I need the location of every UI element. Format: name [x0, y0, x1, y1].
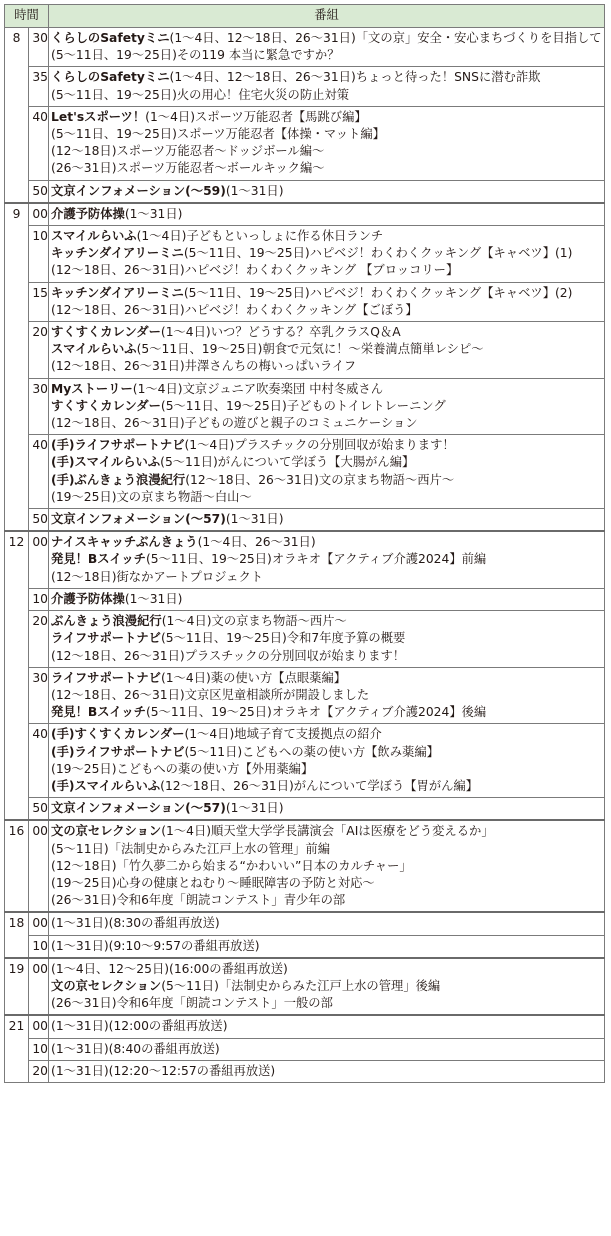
program-line: [51, 687, 603, 704]
table-row: [5, 724, 605, 798]
program-line: [51, 961, 603, 978]
program-title: くらしのSafetyミニ: [51, 70, 170, 85]
program-detail: (12～18日、26～31日)プラスチックの分別回収が始まります！: [51, 648, 406, 663]
program-detail: (12～18日、26～31日)ハピベジ！わくわくクッキング【ごぼう】: [51, 302, 418, 317]
program-line: [51, 472, 603, 489]
program-line: [51, 183, 603, 200]
minute-cell: 10: [29, 226, 49, 283]
program-detail: (12～18日)スポーツ万能忍者～ドッジボール編～: [51, 144, 325, 159]
hour-cell: 8: [5, 28, 29, 203]
table-row: [5, 1015, 605, 1038]
program-detail: (5～11日、19～25日)スポーツ万能忍者【体操・マット編】: [51, 127, 385, 142]
program-line: [51, 823, 603, 840]
program-title: Let'sスポーツ！: [51, 109, 146, 124]
schedule-container: [4, 4, 605, 1083]
program-detail: (1～31日): [225, 183, 284, 198]
program-detail: (5～11日、19～25日)火の用心！住宅火災の防止対策: [51, 87, 350, 102]
table-row: [5, 435, 605, 509]
table-row: [5, 322, 605, 379]
program-title: 文京インフォメーション(～57): [51, 801, 226, 816]
minute-cell: 40: [29, 106, 49, 180]
minute-cell: 00: [29, 1015, 49, 1038]
program-line: [51, 534, 603, 551]
program-title: ぶんきょう浪漫紀行: [51, 614, 162, 629]
program-detail: (1～4日)子どもといっしょに作る休日ランチ: [136, 229, 384, 244]
program-detail: (19～25日)こどもへの薬の使い方【外用薬編】: [51, 761, 314, 776]
program-cell: [49, 588, 605, 610]
program-detail: (5～11日、19～25日)オラキオ【アクティブ介護2024】前編: [145, 552, 487, 567]
program-detail: (1～4日、12～25日)(16:00の番組再放送): [51, 961, 288, 976]
program-title: ライフサポートナビ: [51, 631, 161, 646]
table-row: [5, 67, 605, 106]
header-program: 番組: [49, 5, 605, 28]
program-line: [51, 69, 603, 86]
hour-cell: 16: [5, 820, 29, 912]
program-title: 文の京セレクション: [51, 824, 162, 839]
program-title: スマイルらいふ: [51, 342, 137, 357]
program-title: くらしのSafetyミニ: [51, 31, 170, 45]
minute-cell: 50: [29, 509, 49, 532]
program-title: すくすくカレンダー: [51, 398, 161, 413]
program-cell: [49, 798, 605, 821]
minute-cell: 30: [29, 667, 49, 724]
minute-cell: 00: [29, 203, 49, 226]
program-detail: (5～11日、19～25日)子どものトイレトレーニング: [160, 398, 446, 413]
program-cell: [49, 67, 605, 106]
program-line: [51, 1041, 603, 1058]
program-line: [51, 228, 603, 245]
program-cell: [49, 282, 605, 321]
minute-cell: 10: [29, 935, 49, 958]
program-cell: [49, 1038, 605, 1060]
minute-cell: 15: [29, 282, 49, 321]
program-detail: (1～31日)(8:30の番組再放送): [51, 916, 220, 931]
program-detail: (12～18日、26～31日)文の京まち物語～西片～: [185, 472, 455, 487]
program-cell: [49, 28, 605, 67]
program-line: [51, 109, 603, 126]
program-line: [51, 938, 603, 955]
program-line: [51, 324, 603, 341]
minute-cell: 20: [29, 611, 49, 668]
program-cell: [49, 435, 605, 509]
program-line: [51, 630, 603, 647]
program-cell: [49, 106, 605, 180]
program-detail: (1～31日)(12:20～12:57の番組再放送): [51, 1063, 276, 1078]
program-detail: (26～31日)令和6年度「朗読コンテスト」青少年の部: [51, 893, 346, 908]
program-title: 文の京セレクション: [51, 978, 162, 993]
program-detail: (12～18日、26～31日)がんについて学ぼう【胃がん編】: [160, 778, 479, 793]
program-detail: (5～11日)「法制史からみた江戸上水の管理」後編: [161, 978, 441, 993]
table-row: [5, 509, 605, 532]
program-line: [51, 415, 603, 432]
minute-cell: 20: [29, 1060, 49, 1082]
hour-cell: 9: [5, 203, 29, 531]
table-row: [5, 531, 605, 588]
program-cell: [49, 203, 605, 226]
program-detail: (1～4日)順天堂大学学長講演会「AIは医療をどう変えるか」: [161, 824, 494, 839]
table-row: [5, 1060, 605, 1082]
program-detail: (5～11日)がんについて学ぼう【大腸がん編】: [160, 455, 415, 470]
program-line: [51, 381, 603, 398]
program-line: [51, 47, 603, 64]
program-detail: (5～11日)こどもへの薬の使い方【飲み薬編】: [184, 744, 439, 759]
program-title: キッチンダイアリーミニ: [51, 285, 184, 300]
program-cell: [49, 935, 605, 958]
program-title: キッチンダイアリーミニ: [51, 246, 184, 261]
program-cell: [49, 180, 605, 203]
table-header-row: [5, 5, 605, 28]
program-line: [51, 87, 603, 104]
program-cell: [49, 1015, 605, 1038]
minute-cell: 35: [29, 67, 49, 106]
program-title: 文京インフォメーション(～59): [51, 183, 226, 198]
program-line: [51, 915, 603, 932]
program-line: [51, 551, 603, 568]
program-line: [51, 858, 603, 875]
program-title: (手)スマイルらいふ: [51, 778, 161, 793]
program-schedule-table: [4, 4, 605, 1083]
table-row: [5, 820, 605, 912]
program-line: [51, 800, 603, 817]
program-title: スマイルらいふ: [51, 229, 137, 244]
table-row: [5, 958, 605, 1016]
program-cell: [49, 322, 605, 379]
program-title: 文京インフォメーション(～57): [51, 512, 226, 527]
table-row: [5, 378, 605, 435]
program-detail: (5～11日、19～25日)オラキオ【アクティブ介護2024】後編: [145, 705, 487, 720]
program-title: 介護予防体操: [51, 591, 125, 606]
program-line: [51, 648, 603, 665]
minute-cell: 40: [29, 724, 49, 798]
program-line: [51, 206, 603, 223]
program-title: 発見！Bスイッチ: [51, 705, 146, 720]
minute-cell: 00: [29, 958, 49, 1016]
program-cell: [49, 611, 605, 668]
program-line: [51, 437, 603, 454]
program-detail: (1～4日)文の京まち物語～西片～: [161, 614, 347, 629]
program-title: 介護予防体操: [51, 206, 125, 221]
table-row: [5, 611, 605, 668]
program-detail: (1～4日)プラスチックの分別回収が始まります！: [184, 438, 455, 453]
program-title: ナイスキャッチぶんきょう: [51, 535, 198, 550]
program-detail: (12～18日、26～31日)子どもの遊びと親子のコミュニケーション: [51, 416, 418, 431]
program-cell: [49, 724, 605, 798]
program-cell: [49, 820, 605, 912]
minute-cell: 40: [29, 435, 49, 509]
program-cell: [49, 667, 605, 724]
program-title: 発見！Bスイッチ: [51, 552, 146, 567]
table-row: [5, 226, 605, 283]
program-detail: (5～11日、19～25日)令和7年度予算の概要: [160, 631, 406, 646]
program-line: [51, 489, 603, 506]
program-line: [51, 302, 603, 319]
program-cell: [49, 378, 605, 435]
program-detail: (1～31日)(9:10～9:57の番組再放送): [51, 938, 260, 953]
program-detail: (1～31日): [124, 591, 183, 606]
program-detail: (5～11日)「法制史からみた江戸上水の管理」前編: [51, 841, 331, 856]
program-detail: (1～31日): [225, 512, 284, 527]
program-title: (手)すくすくカレンダー: [51, 727, 185, 742]
table-row: [5, 106, 605, 180]
program-detail: (1～31日)(12:00の番組再放送): [51, 1019, 228, 1034]
minute-cell: 30: [29, 28, 49, 67]
program-line: [51, 398, 603, 415]
program-cell: [49, 509, 605, 532]
program-detail: (1～31日): [124, 206, 183, 221]
program-title: (手)ライフサポートナビ: [51, 438, 185, 453]
program-detail: (1～4日、12～18日、26～31日)ちょっと待った！SNSに潜む詐欺: [169, 70, 541, 85]
program-detail: (5～11日、19～25日)ハピベジ！わくわくクッキング【キャベツ】(1): [183, 246, 573, 261]
program-title: (手)ぶんきょう浪漫紀行: [51, 472, 186, 487]
program-line: [51, 892, 603, 909]
program-line: [51, 30, 603, 47]
table-row: [5, 588, 605, 610]
table-row: [5, 798, 605, 821]
program-title: Myストーリー: [51, 381, 133, 396]
table-row: [5, 282, 605, 321]
program-detail: (5～11日、19～25日)ハピベジ！わくわくクッキング【キャベツ】(2): [183, 285, 573, 300]
hour-cell: 21: [5, 1015, 29, 1082]
hour-cell: 12: [5, 531, 29, 820]
program-line: [51, 285, 603, 302]
program-detail: (1～4日)いつ？どうする？卒乳クラスQ＆A: [160, 325, 401, 340]
program-line: [51, 875, 603, 892]
program-line: [51, 143, 603, 160]
program-line: [51, 670, 603, 687]
minute-cell: 00: [29, 912, 49, 935]
program-line: [51, 613, 603, 630]
schedule-body: [5, 28, 605, 1083]
program-line: [51, 454, 603, 471]
program-title: (手)スマイルらいふ: [51, 455, 161, 470]
program-detail: (12～18日)街なかアートプロジェクト: [51, 569, 264, 584]
minute-cell: 30: [29, 378, 49, 435]
program-detail: (12～18日、26～31日)ハピベジ！わくわくクッキング 【ブロッコリー】: [51, 263, 459, 278]
program-line: [51, 978, 603, 995]
program-line: [51, 841, 603, 858]
program-line: [51, 744, 603, 761]
program-detail: (1～31日): [225, 801, 284, 816]
program-detail: (5～11日、19～25日)朝食で元気に！～栄養満点簡単レシピ～: [136, 342, 484, 357]
program-line: [51, 262, 603, 279]
table-row: [5, 1038, 605, 1060]
program-line: [51, 1018, 603, 1035]
program-detail: (1～4日)薬の使い方【点眼薬編】: [160, 670, 347, 685]
table-row: [5, 935, 605, 958]
program-line: [51, 778, 603, 795]
minute-cell: 10: [29, 1038, 49, 1060]
table-row: [5, 180, 605, 203]
program-detail: (1～4日)スポーツ万能忍者【馬跳び編】: [145, 109, 367, 124]
program-cell: [49, 1060, 605, 1082]
minute-cell: 00: [29, 820, 49, 912]
program-detail: (26～31日)スポーツ万能忍者～ボールキック編～: [51, 161, 325, 176]
program-cell: [49, 531, 605, 588]
program-detail: (5～11日、19～25日)その119 本当に緊急ですか？: [51, 48, 340, 63]
program-line: [51, 726, 603, 743]
program-detail: (19～25日)文の京まち物語～白山～: [51, 489, 252, 504]
table-row: [5, 28, 605, 67]
program-line: [51, 569, 603, 586]
table-row: [5, 667, 605, 724]
program-title: (手)ライフサポートナビ: [51, 744, 185, 759]
minute-cell: 00: [29, 531, 49, 588]
hour-cell: 18: [5, 912, 29, 957]
program-line: [51, 761, 603, 778]
program-line: [51, 995, 603, 1012]
program-cell: [49, 912, 605, 935]
program-detail: (1～4日、26～31日): [197, 535, 316, 550]
program-line: [51, 1063, 603, 1080]
program-line: [51, 511, 603, 528]
program-line: [51, 245, 603, 262]
program-title: ライフサポートナビ: [51, 670, 161, 685]
minute-cell: 10: [29, 588, 49, 610]
hour-cell: 19: [5, 958, 29, 1016]
program-line: [51, 341, 603, 358]
header-time: 時間: [5, 5, 49, 28]
minute-cell: 20: [29, 322, 49, 379]
program-cell: [49, 226, 605, 283]
program-detail: (12～18日、26～31日)文京区児童相談所が開設しました: [51, 687, 370, 702]
program-detail: (12～18日、26～31日)井澤さんちの梅いっぱいライフ: [51, 359, 357, 374]
table-row: [5, 203, 605, 226]
program-cell: [49, 958, 605, 1016]
program-title: すくすくカレンダー: [51, 325, 161, 340]
minute-cell: 50: [29, 180, 49, 203]
program-line: [51, 358, 603, 375]
program-detail: (26～31日)令和6年度「朗読コンテスト」一般の部: [51, 996, 333, 1011]
program-detail: (19～25日)心身の健康とねむり～睡眠障害の予防と対応～: [51, 875, 375, 890]
program-detail: (12～18日)「竹久夢二から始まる“かわいい”日本のカルチャー」: [51, 858, 412, 873]
program-line: [51, 126, 603, 143]
minute-cell: 50: [29, 798, 49, 821]
program-detail: (1～4日)文京ジュニア吹奏楽団 中村冬威さん: [132, 381, 384, 396]
program-detail: (1～4日)地域子育て支援拠点の紹介: [184, 727, 382, 742]
program-detail: (1～4日、12～18日、26～31日)「文の京」安全・安心まちづくりを目指して: [169, 31, 602, 45]
table-row: [5, 912, 605, 935]
program-detail: (1～31日)(8:40の番組再放送): [51, 1041, 220, 1056]
program-line: [51, 704, 603, 721]
program-line: [51, 591, 603, 608]
program-line: [51, 160, 603, 177]
